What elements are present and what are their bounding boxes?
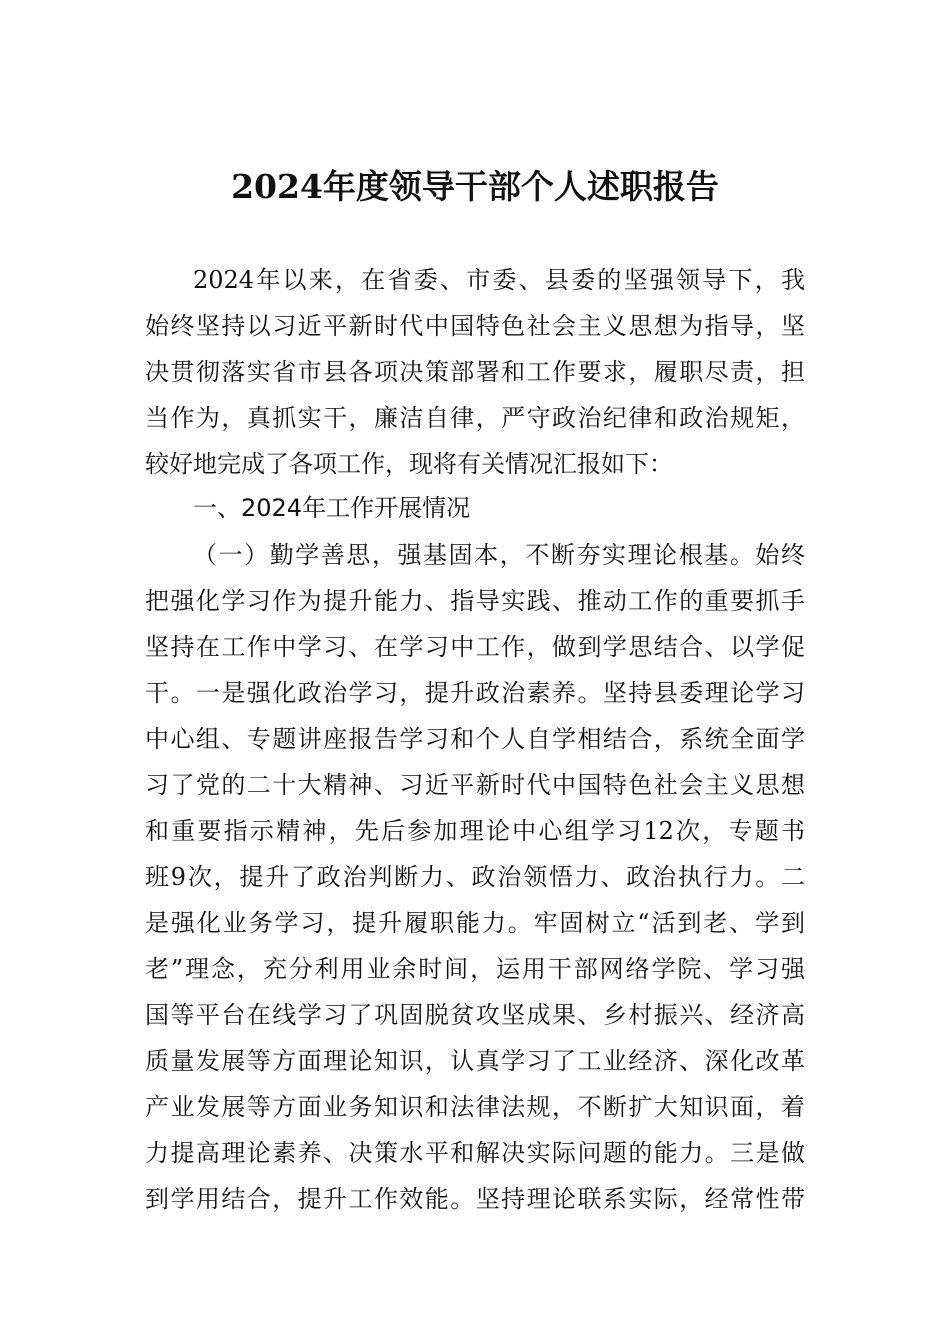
section-heading: 一、2024年工作开展情况 [193,494,471,522]
intro-line-5: 较好地完成了各项工作，现将有关情况汇报如下： [145,450,673,478]
body-line-7: 和重要指示精神，先后参加理论中心组学习12次，专题书 [145,817,805,845]
body-line-10: 老”理念，充分利用业余时间，运用干部网络学院、学习强 [145,955,805,983]
intro-line-4: 当作为，真抓实干，廉洁自律，严守政治纪律和政治规矩， [145,404,805,432]
body-line-15: 到学用结合，提升工作效能。坚持理论联系实际，经常性带 [145,1185,805,1213]
body-line-8: 班9次，提升了政治判断力、政治领悟力、政治执行力。二 [145,863,805,891]
intro-line-2: 始终坚持以习近平新时代中国特色社会主义思想为指导，坚 [145,312,805,340]
body-line-14: 力提高理论素养、决策水平和解决实际问题的能力。三是做 [145,1139,805,1167]
body-line-11: 国等平台在线学习了巩固脱贫攻坚成果、乡村振兴、经济高 [145,1001,805,1029]
body-line-12: 质量发展等方面理论知识，认真学习了工业经济、深化改革 [145,1047,805,1075]
document-title: 2024年度领导干部个人述职报告 [231,167,719,206]
body-line-9: 是强化业务学习，提升履职能力。牢固树立“活到老、学到 [145,909,805,937]
body-line-13: 产业发展等方面业务知识和法律法规，不断扩大知识面，着 [145,1093,805,1121]
body-line-3: 坚持在工作中学习、在学习中工作，做到学思结合、以学促 [145,633,805,661]
body-line-1: （一）勤学善思，强基固本，不断夯实理论根基。始终 [193,541,805,569]
intro-line-3: 决贯彻落实省市县各项决策部署和工作要求，履职尽责，担 [145,358,805,386]
body-line-6: 习了党的二十大精神、习近平新时代中国特色社会主义思想 [145,771,805,799]
body-line-4: 干。一是强化政治学习，提升政治素养。坚持县委理论学习 [145,679,805,707]
body-line-2: 把强化学习作为提升能力、指导实践、推动工作的重要抓手 [145,587,805,615]
body-line-5: 中心组、专题讲座报告学习和个人自学相结合，系统全面学 [145,725,805,753]
intro-line-1: 2024年以来，在省委、市委、县委的坚强领导下，我 [193,266,805,294]
